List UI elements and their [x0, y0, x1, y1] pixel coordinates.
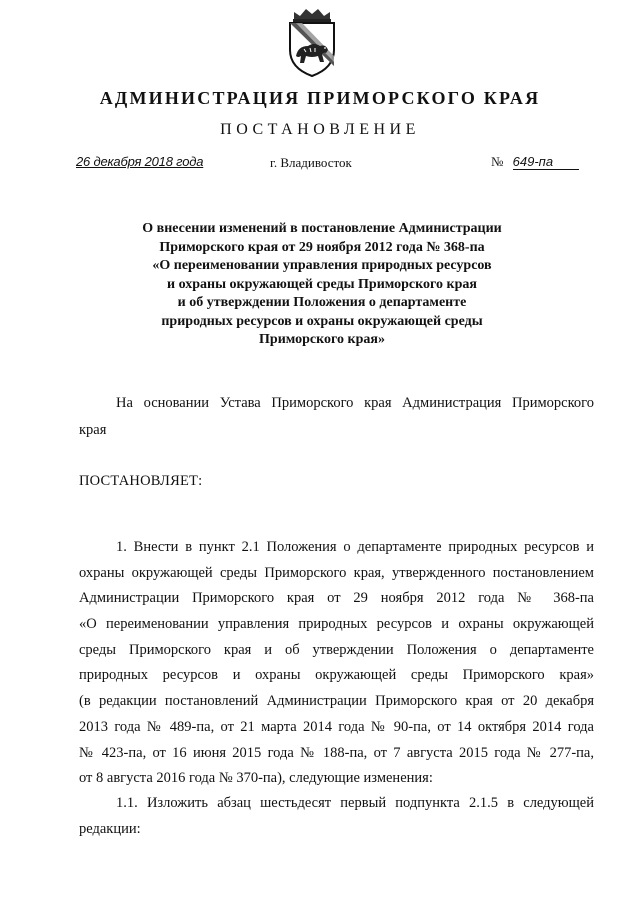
subject-line: и охраны окружающей среды Приморского края [167, 276, 477, 292]
item-1-paragraph [79, 535, 594, 792]
document-subject [90, 220, 554, 350]
paragraph-line: 2013 года № 489-па, от 21 марта 2014 года № 90-па, от 14 октября 2014 года [79, 718, 594, 735]
paragraph-line: 1. Внести в пункт 2.1 Положения о департаменте природных ресурсов и [116, 539, 594, 555]
paragraph-line: от 8 августа 2016 года № 370-па), следующие изменения: [79, 770, 433, 787]
paragraph-line: Администрации Приморского края от 29 ноября 2012 года № 368-па [79, 590, 594, 607]
paragraph-line: природных ресурсов и охраны окружающей среды Приморского края» [79, 667, 594, 684]
subject-line: природных ресурсов и охраны окружающей среды [161, 313, 483, 329]
paragraph-line: 1.1. Изложить абзац шестьдесят первый подпункта 2.1.5 в следующей [116, 795, 594, 811]
subject-line: и об утверждении Положения о департаменте [177, 295, 467, 310]
document-number [491, 154, 579, 170]
decree-word: ПОСТАНОВЛЯЕТ: [79, 473, 203, 489]
document-date: 26 декабря 2018 года [76, 154, 204, 169]
document-city: г. Владивосток [270, 155, 352, 170]
document-type: ПОСТАНОВЛЕНИЕ [220, 121, 420, 138]
subject-line: О внесении изменений в постановление Администрации [142, 221, 502, 236]
number-value: 649-па [513, 155, 579, 170]
basis-paragraph-line: На основании Устава Приморского края Администрация Приморского [116, 395, 594, 411]
paragraph-line: редакции: [79, 820, 141, 837]
organization-title: АДМИНИСТРАЦИЯ ПРИМОРСКОГО КРАЯ [99, 88, 541, 108]
number-sign: № [491, 154, 504, 169]
paragraph-line: № 423-па, от 16 июня 2015 года № 188-па, от 7 августа 2015 года № 277-па, [79, 744, 594, 761]
item-1-1-paragraph [79, 791, 594, 842]
subject-line: Приморского края от 29 ноября 2012 года № 368-па [159, 239, 485, 255]
coat-of-arms-icon [280, 6, 344, 78]
paragraph-line: охраны окружающей среды Приморского края, утвержденного постановлением [79, 564, 594, 581]
paragraph-line: среды Приморского края и об утверждении Положения о департаменте [79, 641, 594, 658]
subject-line: «О переименовании управления природных ресурсов [152, 258, 492, 273]
subject-line: Приморского края» [259, 332, 385, 347]
paragraph-line: «О переименовании управления природных ресурсов и охраны окружающей [79, 616, 594, 633]
basis-paragraph-line: края [79, 422, 107, 438]
paragraph-line: (в редакции постановлений Администрации Приморского края от 20 декабря [79, 693, 594, 710]
